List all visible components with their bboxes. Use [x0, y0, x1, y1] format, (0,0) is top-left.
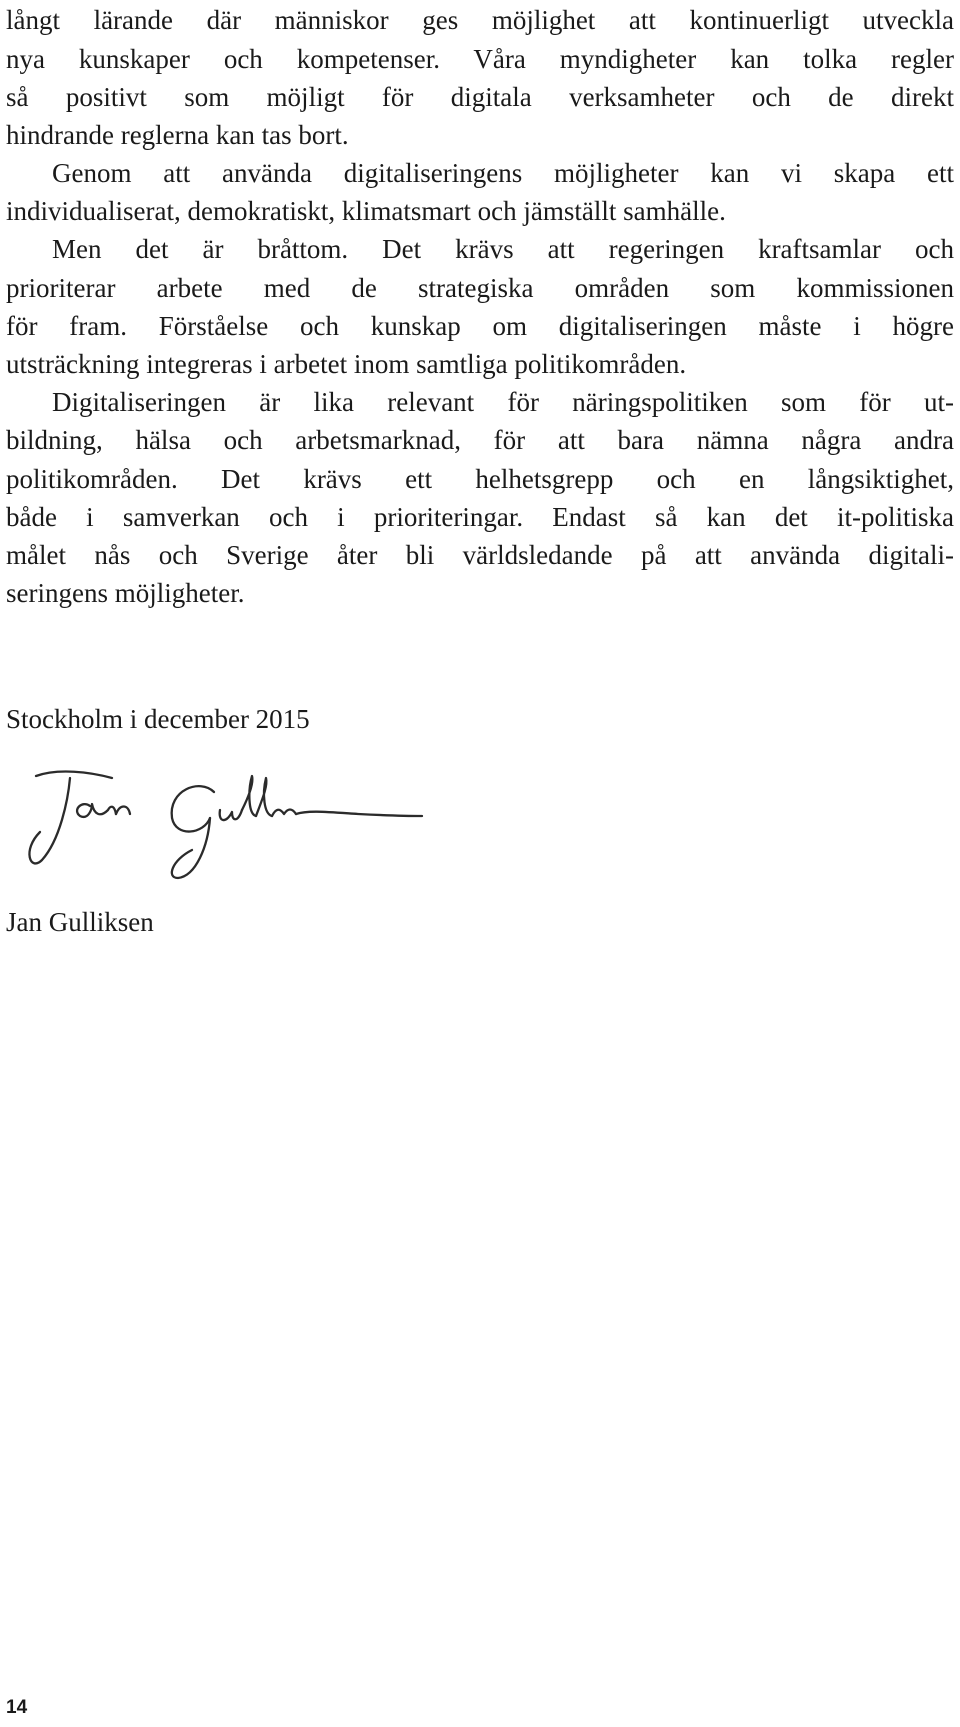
- signatory-name: Jan Gulliksen: [6, 907, 154, 937]
- body-text-line: för fram. Förståelse och kunskap om digitaliseringen måste i högre: [6, 311, 954, 341]
- body-text-line: bildning, hälsa och arbetsmarknad, för att bara nämna några andra: [6, 425, 954, 455]
- body-text-line: så positivt som möjligt för digitala verksamheter och de direkt: [6, 82, 954, 112]
- paragraph-first-line: Genom att använda digitaliseringens möjligheter kan vi skapa ett: [52, 158, 954, 188]
- body-text-line: nya kunskaper och kompetenser. Våra myndigheter kan tolka regler: [6, 44, 954, 74]
- paragraph-first-line: Men det är bråttom. Det krävs att regeringen kraftsamlar och: [52, 234, 954, 264]
- body-text-line: både i samverkan och i prioriteringar. Endast så kan det it-politiska: [6, 502, 954, 532]
- handwritten-signature: [18, 770, 428, 890]
- body-text-line: prioriterar arbete med de strategiska områden som kommissionen: [6, 273, 954, 303]
- body-text-line: seringens möjligheter.: [6, 578, 245, 608]
- body-text-line: hindrande reglerna kan tas bort.: [6, 120, 349, 150]
- body-text-line: utsträckning integreras i arbetet inom samtliga politikområden.: [6, 349, 687, 379]
- page-number: 14: [6, 1697, 28, 1718]
- place-date: Stockholm i december 2015: [6, 704, 310, 734]
- body-text-line: individualiserat, demokratiskt, klimatsmart och jämställt samhälle.: [6, 196, 726, 226]
- body-text-line: långt lärande där människor ges möjlighet att kontinuerligt utveckla: [6, 5, 954, 35]
- paragraph-first-line: Digitaliseringen är lika relevant för näringspolitiken som för ut-: [52, 387, 954, 417]
- body-text-line: politikområden. Det krävs ett helhetsgrepp och en långsiktighet,: [6, 464, 954, 494]
- body-text-line: målet nås och Sverige åter bli världsledande på att använda digitali-: [6, 540, 954, 570]
